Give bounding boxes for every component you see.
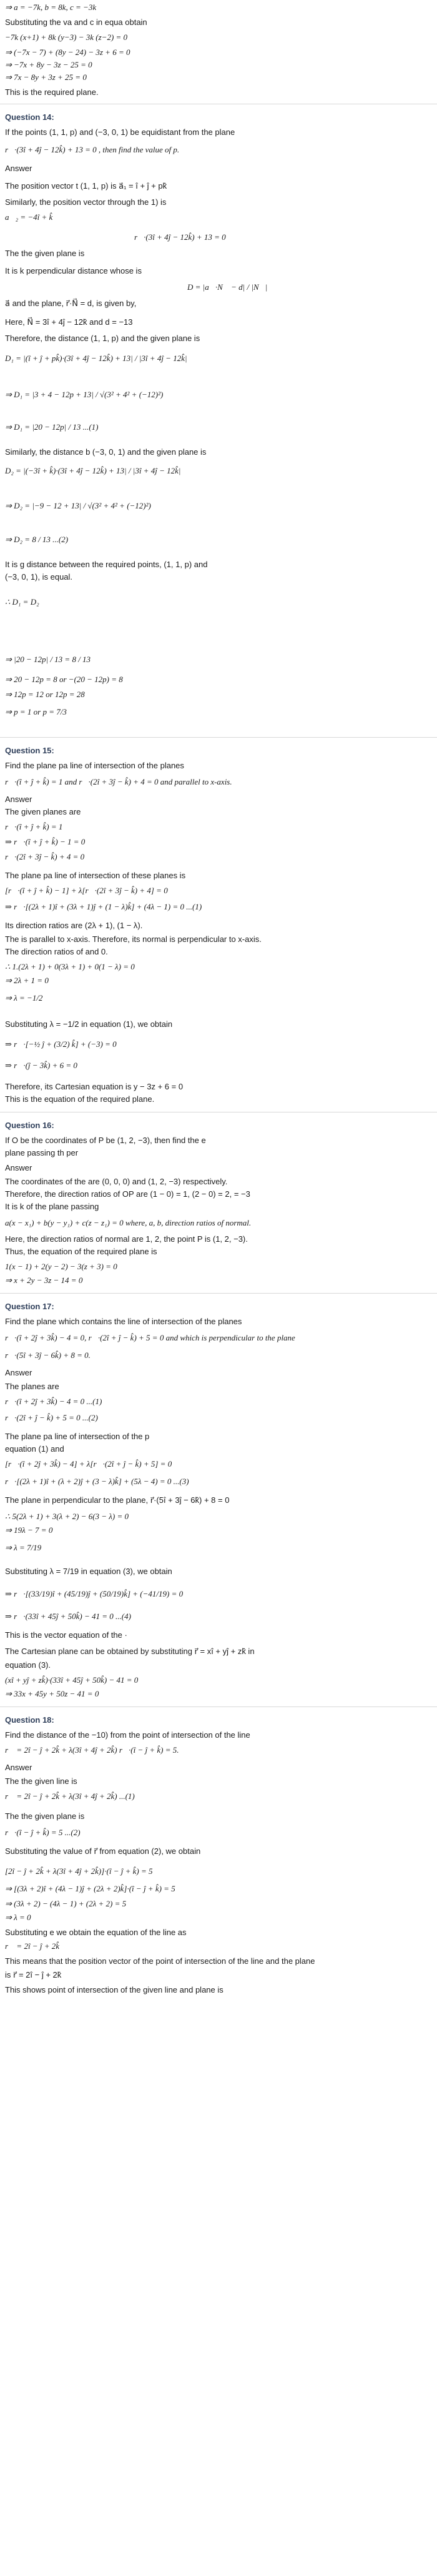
q17-line-3: r⃗·(5î + 3ĵ − 6k̂) + 8 = 0. [5, 1350, 91, 1360]
q15-line-1: Find the plane pa line of intersection of the planes [5, 761, 184, 770]
q17-line-16: Substituting λ = 7/19 in equation (3), we obtain [5, 1567, 172, 1576]
q15-line-7: r⃗·(2î + 3ĵ − k̂) + 4 = 0 [5, 852, 85, 861]
q17-line-1: Find the plane which contains the line of intersection of the planes [5, 1317, 242, 1326]
q17-line-17: ⇒ r⃗·[(33/19)î + (45/19)ĵ + (50/19)k̂] + (−41/19) = 0 [5, 1589, 184, 1598]
q15-line-12: The is parallel to x-axis. Therefore, its normal is perpendicular to x-axis. [5, 934, 262, 944]
q13-line-6: ⇒ 7x − 8y + 3z + 25 = 0 [5, 72, 87, 82]
q14-line-1: If the points (1, 1, p) and (−3, 0, 1) be equidistant from the plane [5, 127, 235, 137]
q18-line-9: [2î − ĵ + 2k̂ + λ(3î + 4ĵ + 2k̂)]·(î − ĵ + k̂) = 5 [5, 1866, 153, 1876]
q15-line-20: Therefore, its Cartesian equation is y − 3z + 6 = 0 [5, 1082, 184, 1091]
q14-line-24: ⇒ |20 − 12p| / 13 = 8 / 13 [5, 655, 91, 664]
q14-line-14: D₁ = |(î + ĵ + pk̂)·(3î + 4ĵ − 12k̂) + 13| / |3î + 4ĵ − 12k̂| [5, 354, 187, 363]
q18-line-7: r⃗·(î − ĵ + k̂) = 5 ...(2) [5, 1828, 81, 1837]
question-18-title: Question 18: [5, 1715, 54, 1725]
q16-line-11: ⇒ x + 2y − 3z − 14 = 0 [5, 1276, 83, 1285]
q17-line-23: ⇒ 33x + 45y + 50z − 41 = 0 [5, 1689, 99, 1698]
q18-line-17: This shows point of intersection of the given line and plane is [5, 1985, 223, 1994]
q17-line-7: r⃗·(2î + ĵ − k̂) + 5 = 0 ...(2) [5, 1413, 98, 1422]
q15-line-6: ⇒ r⃗·(î + ĵ + k̂) − 1 = 0 [5, 837, 86, 846]
q17-line-2: r⃗·(î + 2ĵ + 3k̂) − 4 = 0, r⃗·(2î + ĵ − k̂) + 5 = 0 and which is perpendicular to the plane [5, 1333, 295, 1342]
q15-line-2: r⃗·(î + ĵ + k̂) = 1 and r⃗·(2î + 3ĵ − k̂) + 4 = 0 and parallel to x-axis. [5, 777, 232, 786]
q16-line-10: 1(x − 1) + 2(y − 2) − 3(z + 3) = 0 [5, 1262, 117, 1271]
question-16-title: Question 16: [5, 1121, 54, 1130]
q13-line-3: −7k (x+1) + 8k (y−3) − 3k (z−2) = 0 [5, 32, 128, 42]
q18-line-10: ⇒ [(3λ + 2)î + (4λ − 1)ĵ + (2λ + 2)k̂]·(î − ĵ + k̂) = 5 [5, 1884, 175, 1893]
q15-line-5: r⃗·(î + ĵ + k̂) = 1 [5, 822, 63, 831]
q16-line-9: Thus, the equation of the required plane is [5, 1247, 157, 1256]
q17-line-5: The planes are [5, 1382, 59, 1391]
q14-line-22: (−3, 0, 1), is equal. [5, 572, 73, 582]
q14-line-12: Here, N⃗ = 3î + 4ĵ − 12k̂ and d = −13 [5, 317, 133, 327]
q17-line-12: The plane in perpendicular to the plane, r⃗·(5î + 3ĵ − 6k̂) + 8 = 0 [5, 1495, 230, 1505]
q14-line-27: ⇒ p = 1 or p = 7/3 [5, 707, 67, 716]
question-14-title: Question 14: [5, 112, 54, 122]
q14-line-2: r⃗·(3î + 4ĵ − 12k̂) + 13 = 0 , then find the value of p. [5, 145, 180, 154]
q14-line-18: D₂ = |(−3î + k̂)·(3î + 4ĵ − 12k̂) + 13| / |3î + 4ĵ − 12k̂| [5, 466, 181, 475]
q17-line-9: equation (1) and [5, 1444, 64, 1454]
q14-line-7: r⃗·(3î + 4ĵ − 12k̂) + 13 = 0 [134, 232, 226, 242]
q18-line-16: is r⃗ = 2î − ĵ + 2k̂ [5, 1970, 62, 1979]
q15-line-3: Answer [5, 795, 32, 804]
q14-line-5: Similarly, the position vector through the 1) is [5, 197, 167, 207]
q15-line-17: Substituting λ = −1/2 in equation (1), we obtain [5, 1019, 173, 1029]
q14-line-21: It is g distance between the required points, (1, 1, p) and [5, 560, 208, 569]
q16-line-7: a(x − x₁) + b(y − y₁) + c(z − z₁) = 0 where, a, b, direction ratios of normal. [5, 1218, 252, 1227]
q15-line-18: ⇒ r⃗·[−½ ĵ + (3/2) k̂] + (−3) = 0 [5, 1039, 117, 1049]
q15-line-11: Its direction ratios are (2λ + 1), (1 − λ). [5, 921, 143, 930]
q16-line-6: It is k of the plane passing [5, 1202, 99, 1211]
q14-line-4: The position vector t (1, 1, p) is a⃗₁ = î + ĵ + pk̂ [5, 181, 167, 191]
q17-line-18: ⇒ r⃗·(33î + 45ĵ + 50k̂) − 41 = 0 ...(4) [5, 1612, 131, 1621]
q17-line-6: r⃗·(î + 2ĵ + 3k̂) − 4 = 0 ...(1) [5, 1397, 102, 1406]
q18-line-14: r⃗ = 2î − ĵ + 2k̂ [5, 1941, 59, 1951]
separator [0, 737, 437, 738]
question-15-title: Question 15: [5, 746, 54, 755]
q18-line-8: Substituting the value of r⃗ from equation (2), we obtain [5, 1846, 201, 1856]
q14-line-3: Answer [5, 164, 32, 173]
q14-line-13: Therefore, the distance (1, 1, p) and the given plane is [5, 334, 200, 343]
q17-line-10: [r⃗·(î + 2ĵ + 3k̂) − 4] + λ[r⃗·(2î + ĵ − k̂) + 5] = 0 [5, 1459, 172, 1469]
separator [0, 1293, 437, 1294]
q16-line-1: If O be the coordinates of P be (1, 2, −3), then find the e [5, 1136, 206, 1145]
q16-line-5: Therefore, the direction ratios of OP are (1 − 0) = 1, (2 − 0) = 2, = −3 [5, 1189, 250, 1199]
q15-line-10: ⇒ r⃗·[(2λ + 1)î + (3λ + 1)ĵ + (1 − λ)k̂] + (4λ − 1) = 0 ...(1) [5, 902, 202, 911]
q14-line-6: a⃗₂ = −4î + k̂ [5, 212, 53, 222]
q17-line-8: The plane pa line of intersection of the p [5, 1432, 150, 1441]
q18-line-5: r⃗ = 2î − ĵ + 2k̂ + λ(3î + 4ĵ + 2k̂) ...(1) [5, 1791, 135, 1801]
q15-line-4: The given planes are [5, 807, 81, 816]
q13-line-5: ⇒ −7x + 8y − 3z − 25 = 0 [5, 60, 92, 69]
q17-line-15: ⇒ λ = 7/19 [5, 1543, 42, 1552]
q17-line-22: (xî + yĵ + zk̂)·(33î + 45ĵ + 50k̂) − 41 = 0 [5, 1675, 139, 1685]
q17-line-11: r⃗·[(2λ + 1)î + (λ + 2)ĵ + (3 − λ)k̂] + (5λ − 4) = 0 ...(3) [5, 1477, 189, 1486]
q16-line-3: Answer [5, 1163, 32, 1172]
q14-line-11: a⃗ and the plane, r⃗·N⃗ = d, is given by, [5, 299, 137, 308]
q18-line-13: Substituting e we obtain the equation of the line as [5, 1928, 187, 1937]
q15-line-13: The direction ratios of and 0. [5, 947, 108, 956]
q14-line-25: ⇒ 20 − 12p = 8 or −(20 − 12p) = 8 [5, 675, 123, 684]
q15-line-21: This is the equation of the required plane. [5, 1094, 155, 1104]
q17-line-14: ⇒ 19λ − 7 = 0 [5, 1525, 53, 1535]
q13-line-7: This is the required plane. [5, 87, 99, 97]
q15-line-9: [r⃗·(î + ĵ + k̂) − 1] + λ[r⃗·(2î + 3ĵ − k̂) + 4] = 0 [5, 886, 168, 895]
q17-line-21: equation (3). [5, 1660, 51, 1670]
q15-line-16: ⇒ λ = −1/2 [5, 993, 43, 1003]
q16-line-2: plane passing th per [5, 1148, 79, 1157]
q14-line-20: ⇒ D₂ = 8 / 13 ...(2) [5, 535, 69, 544]
q14-line-26: ⇒ 12p = 12 or 12p = 28 [5, 690, 85, 699]
q14-line-16: ⇒ D₁ = |20 − 12p| / 13 ...(1) [5, 422, 99, 432]
q13-line-4: ⇒ (−7x − 7) + (8y − 24) − 3z + 6 = 0 [5, 47, 130, 57]
q18-line-1: Find the distance of the −10) from the point of intersection of the line [5, 1730, 250, 1740]
q15-line-8: The plane pa line of intersection of these planes is [5, 871, 186, 880]
q17-line-20: The Cartesian plane can be obtained by substituting r⃗ = xî + yĵ + zk̂ in [5, 1647, 255, 1656]
q14-line-23: ∴ D₁ = D₂ [5, 597, 39, 607]
q14-line-15: ⇒ D₁ = |3 + 4 − 12p + 13| / √(3² + 4² + (−12)²) [5, 390, 164, 399]
q18-line-6: The the given plane is [5, 1811, 85, 1821]
q15-line-19: ⇒ r⃗·(ĵ − 3k̂) + 6 = 0 [5, 1061, 77, 1070]
q13-line-2: Substituting the va and c in equa obtain [5, 17, 147, 27]
q17-line-19: This is the vector equation of the · [5, 1630, 127, 1640]
q16-line-8: Here, the direction ratios of normal are 1, 2, the point P is (1, 2, −3). [5, 1234, 248, 1244]
q18-line-11: ⇒ (3λ + 2) − (4λ − 1) + (2λ + 2) = 5 [5, 1899, 127, 1908]
q16-line-4: The coordinates of the are (0, 0, 0) and (1, 2, −3) respectively. [5, 1177, 228, 1186]
q18-line-3: Answer [5, 1763, 32, 1772]
q14-line-10: D = |a⃗·N⃗ − d| / |N⃗| [187, 282, 268, 292]
q18-line-12: ⇒ λ = 0 [5, 1913, 31, 1922]
q15-line-15: ⇒ 2λ + 1 = 0 [5, 976, 49, 985]
q18-line-2: r⃗ = 2î − ĵ + 2k̂ + λ(3î + 4ĵ + 2k̂) r⃗·(î − ĵ + k̂) = 5. [5, 1745, 179, 1755]
q15-line-14: ∴ 1.(2λ + 1) + 0(3λ + 1) + 0(1 − λ) = 0 [5, 962, 135, 971]
q13-line-1: ⇒ a = −7k, b = 8k, c = −3k [5, 2, 97, 12]
q14-line-17: Similarly, the distance b (−3, 0, 1) and the given plane is [5, 447, 207, 457]
question-17-title: Question 17: [5, 1302, 54, 1311]
q14-line-8: The the given plane is [5, 249, 85, 258]
q17-line-13: ∴ 5(2λ + 1) + 3(λ + 2) − 6(3 − λ) = 0 [5, 1512, 129, 1521]
q17-line-4: Answer [5, 1368, 32, 1377]
q18-line-15: This means that the position vector of the point of intersection of the line and the plane [5, 1956, 315, 1966]
q14-line-9: It is k perpendicular distance whose is [5, 266, 142, 275]
q14-line-19: ⇒ D₂ = |−9 − 12 + 13| / √(3² + 4² + (−12)²) [5, 501, 151, 510]
q18-line-4: The the given line is [5, 1776, 77, 1786]
